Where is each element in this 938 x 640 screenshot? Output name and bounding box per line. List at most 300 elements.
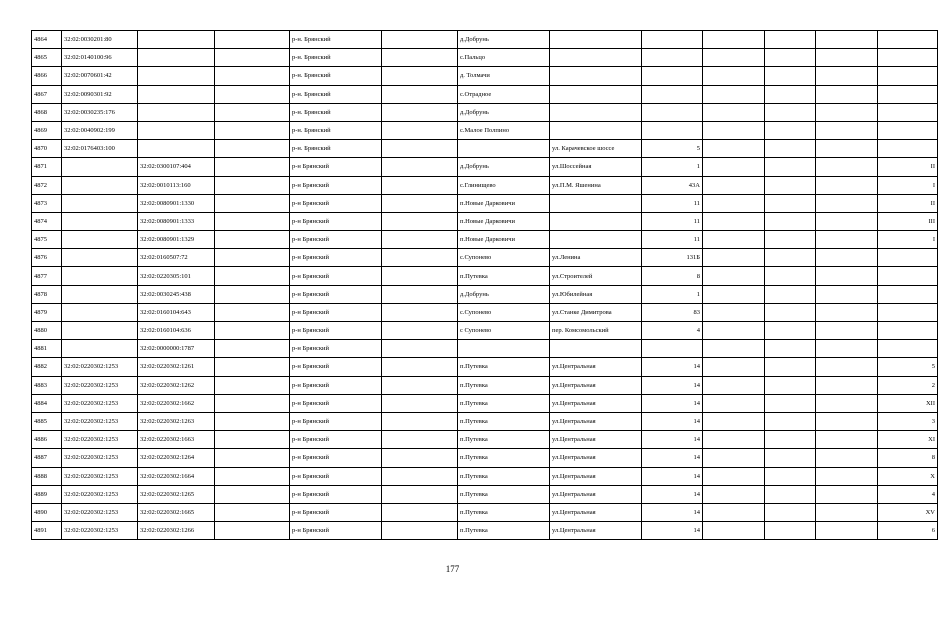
cadastral-number-cell: 32:02:0220302:1253	[62, 358, 138, 376]
blank-cell-4	[215, 412, 290, 430]
apartment-cell	[878, 322, 938, 340]
blank-cell-6	[382, 467, 458, 485]
street-cell	[550, 340, 642, 358]
locality-cell: д.Добрунь	[458, 158, 550, 176]
sub-cadastral-number-cell: 32:02:0080901:1330	[138, 194, 215, 212]
apartment-cell: 2	[878, 376, 938, 394]
district-cell: р-н. Брянский	[290, 103, 382, 121]
locality-cell: д.Добрунь	[458, 31, 550, 49]
cadastral-number-cell: 32:02:0220302:1253	[62, 376, 138, 394]
sub-cadastral-number-cell	[138, 103, 215, 121]
table-row	[32, 485, 938, 503]
blank-cell-4	[215, 522, 290, 540]
row-number-cell: 4867	[32, 85, 62, 103]
apartment-cell: I	[878, 176, 938, 194]
blank-cell-6	[382, 431, 458, 449]
blank-cell-6	[382, 49, 458, 67]
row-number-cell: 4879	[32, 303, 62, 321]
blank-cell-10	[703, 103, 765, 121]
blank-cell-12	[816, 340, 878, 358]
cadastral-number-cell	[62, 212, 138, 230]
blank-cell-11	[765, 322, 816, 340]
house-number-cell: 4	[642, 322, 703, 340]
blank-cell-4	[215, 212, 290, 230]
house-number-cell: 14	[642, 522, 703, 540]
blank-cell-4	[215, 285, 290, 303]
sub-cadastral-number-cell: 32:02:0220302:1261	[138, 358, 215, 376]
blank-cell-11	[765, 522, 816, 540]
street-cell: ул.Центральная	[550, 358, 642, 376]
blank-cell-12	[816, 231, 878, 249]
blank-cell-10	[703, 121, 765, 139]
blank-cell-11	[765, 431, 816, 449]
table-row	[32, 340, 938, 358]
district-cell: р-н Брянский	[290, 158, 382, 176]
blank-cell-12	[816, 31, 878, 49]
blank-cell-12	[816, 49, 878, 67]
blank-cell-12	[816, 194, 878, 212]
blank-cell-6	[382, 231, 458, 249]
row-number-cell: 4877	[32, 267, 62, 285]
table-row	[32, 412, 938, 430]
blank-cell-11	[765, 412, 816, 430]
table-row	[32, 249, 938, 267]
row-number-cell: 4887	[32, 449, 62, 467]
blank-cell-10	[703, 158, 765, 176]
blank-cell-12	[816, 358, 878, 376]
sub-cadastral-number-cell: 32:02:0030245:438	[138, 285, 215, 303]
table-row	[32, 49, 938, 67]
district-cell: р-н Брянский	[290, 358, 382, 376]
blank-cell-10	[703, 503, 765, 521]
sub-cadastral-number-cell	[138, 49, 215, 67]
blank-cell-10	[703, 267, 765, 285]
blank-cell-6	[382, 303, 458, 321]
blank-cell-6	[382, 212, 458, 230]
blank-cell-6	[382, 249, 458, 267]
table-row	[32, 467, 938, 485]
blank-cell-10	[703, 176, 765, 194]
sub-cadastral-number-cell: 32:02:0220302:1665	[138, 503, 215, 521]
row-number-cell: 4868	[32, 103, 62, 121]
row-number-cell: 4870	[32, 140, 62, 158]
blank-cell-10	[703, 303, 765, 321]
house-number-cell: 131Б	[642, 249, 703, 267]
blank-cell-6	[382, 394, 458, 412]
cadastral-number-cell: 32:02:0220302:1253	[62, 522, 138, 540]
house-number-cell	[642, 49, 703, 67]
blank-cell-4	[215, 267, 290, 285]
blank-cell-6	[382, 503, 458, 521]
blank-cell-4	[215, 503, 290, 521]
locality-cell: п.Путевка	[458, 267, 550, 285]
blank-cell-10	[703, 67, 765, 85]
house-number-cell: 14	[642, 503, 703, 521]
district-cell: р-н Брянский	[290, 194, 382, 212]
district-cell: р-н Брянский	[290, 322, 382, 340]
district-cell: р-н Брянский	[290, 303, 382, 321]
blank-cell-4	[215, 31, 290, 49]
blank-cell-12	[816, 485, 878, 503]
table-row	[32, 358, 938, 376]
blank-cell-4	[215, 176, 290, 194]
blank-cell-12	[816, 176, 878, 194]
street-cell	[550, 103, 642, 121]
locality-cell: п.Путевка	[458, 394, 550, 412]
house-number-cell: 5	[642, 140, 703, 158]
locality-cell: с Супонево	[458, 322, 550, 340]
district-cell: р-н. Брянский	[290, 121, 382, 139]
sub-cadastral-number-cell: 32:02:0080901:1333	[138, 212, 215, 230]
cadastral-number-cell: 32:02:0220302:1253	[62, 485, 138, 503]
blank-cell-11	[765, 67, 816, 85]
sub-cadastral-number-cell	[138, 67, 215, 85]
blank-cell-11	[765, 176, 816, 194]
street-cell: ул.Центральная	[550, 467, 642, 485]
house-number-cell: 83	[642, 303, 703, 321]
blank-cell-6	[382, 376, 458, 394]
cadastral-number-cell: 32:02:0220302:1253	[62, 431, 138, 449]
blank-cell-12	[816, 121, 878, 139]
blank-cell-6	[382, 194, 458, 212]
house-number-cell: 43А	[642, 176, 703, 194]
blank-cell-10	[703, 431, 765, 449]
blank-cell-6	[382, 322, 458, 340]
street-cell: ул.Ленина	[550, 249, 642, 267]
apartment-cell: 6	[878, 522, 938, 540]
house-number-cell: 1	[642, 158, 703, 176]
blank-cell-4	[215, 121, 290, 139]
blank-cell-11	[765, 121, 816, 139]
row-number-cell: 4873	[32, 194, 62, 212]
locality-cell: с.Супонево	[458, 249, 550, 267]
table-row	[32, 140, 938, 158]
blank-cell-6	[382, 340, 458, 358]
apartment-cell	[878, 140, 938, 158]
apartment-cell	[878, 267, 938, 285]
row-number-cell: 4885	[32, 412, 62, 430]
cadastral-number-cell	[62, 303, 138, 321]
house-number-cell	[642, 103, 703, 121]
house-number-cell: 14	[642, 485, 703, 503]
apartment-cell	[878, 249, 938, 267]
street-cell	[550, 212, 642, 230]
row-number-cell: 4876	[32, 249, 62, 267]
house-number-cell	[642, 85, 703, 103]
house-number-cell	[642, 340, 703, 358]
street-cell: ул.Строителей	[550, 267, 642, 285]
blank-cell-11	[765, 358, 816, 376]
table-row	[32, 121, 938, 139]
blank-cell-10	[703, 212, 765, 230]
apartment-cell: III	[878, 212, 938, 230]
blank-cell-4	[215, 322, 290, 340]
row-number-cell: 4882	[32, 358, 62, 376]
district-cell: р-н Брянский	[290, 431, 382, 449]
cadastral-number-cell: 32:02:0176403:100	[62, 140, 138, 158]
blank-cell-11	[765, 503, 816, 521]
apartment-cell	[878, 67, 938, 85]
blank-cell-10	[703, 85, 765, 103]
house-number-cell: 14	[642, 449, 703, 467]
locality-cell: п.Путевка	[458, 449, 550, 467]
blank-cell-11	[765, 158, 816, 176]
locality-cell: с.Пальцо	[458, 49, 550, 67]
house-number-cell: 11	[642, 194, 703, 212]
cadastral-number-cell	[62, 176, 138, 194]
sub-cadastral-number-cell: 32:02:0160507:72	[138, 249, 215, 267]
blank-cell-4	[215, 340, 290, 358]
sub-cadastral-number-cell	[138, 121, 215, 139]
street-cell: пер. Комсомольский	[550, 322, 642, 340]
blank-cell-12	[816, 394, 878, 412]
table-row	[32, 449, 938, 467]
table-row	[32, 212, 938, 230]
cadastral-number-cell	[62, 340, 138, 358]
street-cell	[550, 121, 642, 139]
sub-cadastral-number-cell: 32:02:0220302:1266	[138, 522, 215, 540]
row-number-cell: 4865	[32, 49, 62, 67]
cadastral-number-cell: 32:02:0030201:80	[62, 31, 138, 49]
locality-cell: п.Путевка	[458, 522, 550, 540]
blank-cell-12	[816, 431, 878, 449]
blank-cell-6	[382, 267, 458, 285]
blank-cell-10	[703, 322, 765, 340]
street-cell: ул. Карачевское шоссе	[550, 140, 642, 158]
blank-cell-11	[765, 103, 816, 121]
apartment-cell: 5	[878, 358, 938, 376]
district-cell: р-н Брянский	[290, 231, 382, 249]
blank-cell-12	[816, 522, 878, 540]
house-number-cell: 14	[642, 412, 703, 430]
row-number-cell: 4884	[32, 394, 62, 412]
apartment-cell: 3	[878, 412, 938, 430]
sub-cadastral-number-cell: 32:02:0220302:1663	[138, 431, 215, 449]
blank-cell-4	[215, 358, 290, 376]
blank-cell-12	[816, 212, 878, 230]
blank-cell-6	[382, 449, 458, 467]
house-number-cell	[642, 67, 703, 85]
blank-cell-4	[215, 449, 290, 467]
blank-cell-10	[703, 485, 765, 503]
apartment-cell	[878, 49, 938, 67]
street-cell: ул.Центральная	[550, 522, 642, 540]
blank-cell-6	[382, 522, 458, 540]
cadastral-number-cell: 32:02:0090301:92	[62, 85, 138, 103]
street-cell: ул.Шоссейная	[550, 158, 642, 176]
street-cell: ул.Центральная	[550, 431, 642, 449]
district-cell: р-н Брянский	[290, 485, 382, 503]
blank-cell-11	[765, 485, 816, 503]
house-number-cell: 8	[642, 267, 703, 285]
house-number-cell: 14	[642, 467, 703, 485]
locality-cell: п.Путевка	[458, 485, 550, 503]
district-cell: р-н Брянский	[290, 522, 382, 540]
blank-cell-10	[703, 249, 765, 267]
apartment-cell	[878, 340, 938, 358]
street-cell: ул.Центральная	[550, 449, 642, 467]
blank-cell-4	[215, 67, 290, 85]
document-table	[31, 30, 938, 540]
house-number-cell	[642, 121, 703, 139]
table-body	[32, 31, 938, 540]
cadastral-number-cell	[62, 285, 138, 303]
row-number-cell: 4869	[32, 121, 62, 139]
apartment-cell: 8	[878, 449, 938, 467]
locality-cell: п.Новые Дарковичи	[458, 231, 550, 249]
row-number-cell: 4883	[32, 376, 62, 394]
cadastral-number-cell	[62, 158, 138, 176]
blank-cell-6	[382, 121, 458, 139]
sub-cadastral-number-cell: 32:02:0220305:101	[138, 267, 215, 285]
street-cell	[550, 31, 642, 49]
apartment-cell	[878, 121, 938, 139]
street-cell: ул.Центральная	[550, 376, 642, 394]
apartment-cell	[878, 303, 938, 321]
table-row	[32, 322, 938, 340]
blank-cell-6	[382, 31, 458, 49]
blank-cell-12	[816, 376, 878, 394]
blank-cell-11	[765, 212, 816, 230]
street-cell: ул.П.М. Яшенина	[550, 176, 642, 194]
sub-cadastral-number-cell: 32:02:0160104:636	[138, 322, 215, 340]
blank-cell-6	[382, 67, 458, 85]
blank-cell-10	[703, 285, 765, 303]
district-cell: р-н. Брянский	[290, 67, 382, 85]
district-cell: р-н Брянский	[290, 267, 382, 285]
blank-cell-6	[382, 176, 458, 194]
blank-cell-6	[382, 140, 458, 158]
street-cell	[550, 231, 642, 249]
locality-cell	[458, 340, 550, 358]
table-row	[32, 231, 938, 249]
sub-cadastral-number-cell: 32:02:0080901:1329	[138, 231, 215, 249]
cadastral-number-cell: 32:02:0220302:1253	[62, 503, 138, 521]
blank-cell-11	[765, 340, 816, 358]
blank-cell-10	[703, 467, 765, 485]
blank-cell-11	[765, 267, 816, 285]
locality-cell: п.Путевка	[458, 503, 550, 521]
blank-cell-12	[816, 503, 878, 521]
table-row	[32, 522, 938, 540]
blank-cell-12	[816, 267, 878, 285]
house-number-cell: 14	[642, 394, 703, 412]
cadastral-number-cell	[62, 267, 138, 285]
apartment-cell: XI	[878, 431, 938, 449]
table-row	[32, 285, 938, 303]
locality-cell: п.Путевка	[458, 431, 550, 449]
apartment-cell: II	[878, 158, 938, 176]
cadastral-number-cell: 32:02:0070601:42	[62, 67, 138, 85]
locality-cell: п.Новые Дарковичи	[458, 194, 550, 212]
cadastral-number-cell	[62, 231, 138, 249]
blank-cell-4	[215, 485, 290, 503]
blank-cell-4	[215, 158, 290, 176]
blank-cell-11	[765, 231, 816, 249]
apartment-cell: I	[878, 231, 938, 249]
locality-cell: с.Супонево	[458, 303, 550, 321]
row-number-cell: 4878	[32, 285, 62, 303]
blank-cell-12	[816, 303, 878, 321]
house-number-cell: 14	[642, 431, 703, 449]
blank-cell-12	[816, 449, 878, 467]
district-cell: р-н Брянский	[290, 503, 382, 521]
street-cell: ул.Центральная	[550, 394, 642, 412]
blank-cell-6	[382, 103, 458, 121]
cadastral-number-cell	[62, 194, 138, 212]
locality-cell: д.Добрунь	[458, 285, 550, 303]
house-number-cell: 11	[642, 212, 703, 230]
table-row	[32, 67, 938, 85]
table-row	[32, 176, 938, 194]
blank-cell-11	[765, 467, 816, 485]
apartment-cell: II	[878, 194, 938, 212]
blank-cell-4	[215, 140, 290, 158]
sub-cadastral-number-cell: 32:02:0220302:1263	[138, 412, 215, 430]
table-row	[32, 394, 938, 412]
cadastral-number-cell	[62, 249, 138, 267]
row-number-cell: 4888	[32, 467, 62, 485]
street-cell: ул.Станке Димитрова	[550, 303, 642, 321]
locality-cell: п.Путевка	[458, 467, 550, 485]
apartment-cell: 4	[878, 485, 938, 503]
blank-cell-11	[765, 303, 816, 321]
blank-cell-11	[765, 249, 816, 267]
table-row	[32, 158, 938, 176]
locality-cell: п.Новые Дарковичи	[458, 212, 550, 230]
blank-cell-4	[215, 103, 290, 121]
cadastral-number-cell: 32:02:0220302:1253	[62, 449, 138, 467]
district-cell: р-н Брянский	[290, 249, 382, 267]
blank-cell-4	[215, 394, 290, 412]
blank-cell-10	[703, 376, 765, 394]
district-cell: р-н Брянский	[290, 467, 382, 485]
street-cell: ул.Юбилейная	[550, 285, 642, 303]
table-row	[32, 31, 938, 49]
blank-cell-12	[816, 67, 878, 85]
row-number-cell: 4880	[32, 322, 62, 340]
sub-cadastral-number-cell	[138, 31, 215, 49]
blank-cell-6	[382, 485, 458, 503]
apartment-cell	[878, 85, 938, 103]
row-number-cell: 4886	[32, 431, 62, 449]
row-number-cell: 4871	[32, 158, 62, 176]
blank-cell-12	[816, 285, 878, 303]
district-cell: р-н Брянский	[290, 376, 382, 394]
apartment-cell: XII	[878, 394, 938, 412]
street-cell	[550, 85, 642, 103]
table-row	[32, 103, 938, 121]
blank-cell-10	[703, 358, 765, 376]
blank-cell-4	[215, 194, 290, 212]
cadastral-number-cell: 32:02:0140100:96	[62, 49, 138, 67]
blank-cell-12	[816, 249, 878, 267]
locality-cell: д. Толмачи	[458, 67, 550, 85]
cadastral-number-cell: 32:02:0040902:199	[62, 121, 138, 139]
row-number-cell: 4891	[32, 522, 62, 540]
table-row	[32, 431, 938, 449]
row-number-cell: 4889	[32, 485, 62, 503]
blank-cell-10	[703, 140, 765, 158]
district-cell: р-н Брянский	[290, 394, 382, 412]
sub-cadastral-number-cell: 32:02:0000000:1787	[138, 340, 215, 358]
sub-cadastral-number-cell: 32:02:0220302:1262	[138, 376, 215, 394]
locality-cell	[458, 140, 550, 158]
blank-cell-10	[703, 231, 765, 249]
blank-cell-11	[765, 140, 816, 158]
blank-cell-11	[765, 376, 816, 394]
sub-cadastral-number-cell: 32:02:0160104:643	[138, 303, 215, 321]
